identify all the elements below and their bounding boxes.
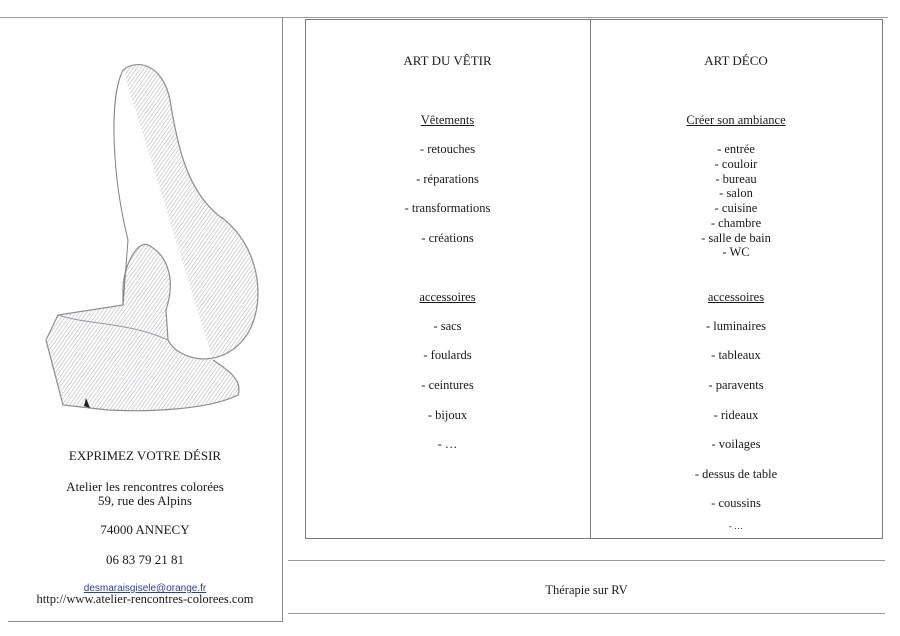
list-item: - bureau [715,172,757,186]
list-item: - salon [719,186,753,200]
list-item: - luminaires [705,319,767,333]
list-item: - couloir [714,157,758,171]
ambiance-heading: Créer son ambiance [686,113,786,127]
footer-bottom-rule [288,613,885,614]
list-item: - ceintures [421,378,474,392]
list-item: - voilages [711,437,761,451]
list-item: - entrée [717,142,755,156]
list-item: - dessus de table [694,467,778,481]
list-item: - paravents [708,378,764,392]
street-address: 59, rue des Alpins [98,493,192,508]
list-item: - … [437,437,458,451]
accessoires-heading: accessoires [419,290,476,304]
therapie-note: Thérapie sur RV [545,583,628,597]
atelier-name: Atelier les rencontres colorées [66,479,224,494]
list-item: - créations [421,231,474,245]
list-item: - coussins [711,496,761,510]
website-url[interactable]: http://www.atelier-rencontres-colorees.com [36,592,254,606]
list-item: - chambre [710,216,762,230]
list-item: - … [728,521,744,531]
services-table [305,19,883,539]
sculpture-image [28,40,268,430]
list-item: - transformations [404,201,491,215]
column-divider [590,19,591,539]
list-item: - WC [722,245,750,259]
list-item: - cuisine [714,201,758,215]
accessoires-heading: accessoires [707,290,765,304]
tagline: EXPRIMEZ VOTRE DÉSIR [68,448,222,463]
phone-number: 06 83 79 21 81 [106,552,184,567]
list-item: - réparations [416,172,479,186]
list-item: - tableaux [711,348,761,362]
city-address: 74000 ANNECY [100,522,190,537]
list-item: - bijoux [427,408,468,422]
art-deco-title: ART DÉCO [704,53,768,68]
email-link[interactable]: desmaraisgisele@orange.fr [83,583,207,594]
list-item: - salle de bain [701,231,771,245]
vetements-heading: Vêtements [420,113,475,127]
footer-top-rule [288,560,885,561]
list-item: - rideaux [713,408,759,422]
list-item: - foulards [423,348,472,362]
list-item: - sacs [433,319,462,333]
list-item: - retouches [419,142,476,156]
art-du-vetir-title: ART DU VÊTIR [403,53,492,68]
